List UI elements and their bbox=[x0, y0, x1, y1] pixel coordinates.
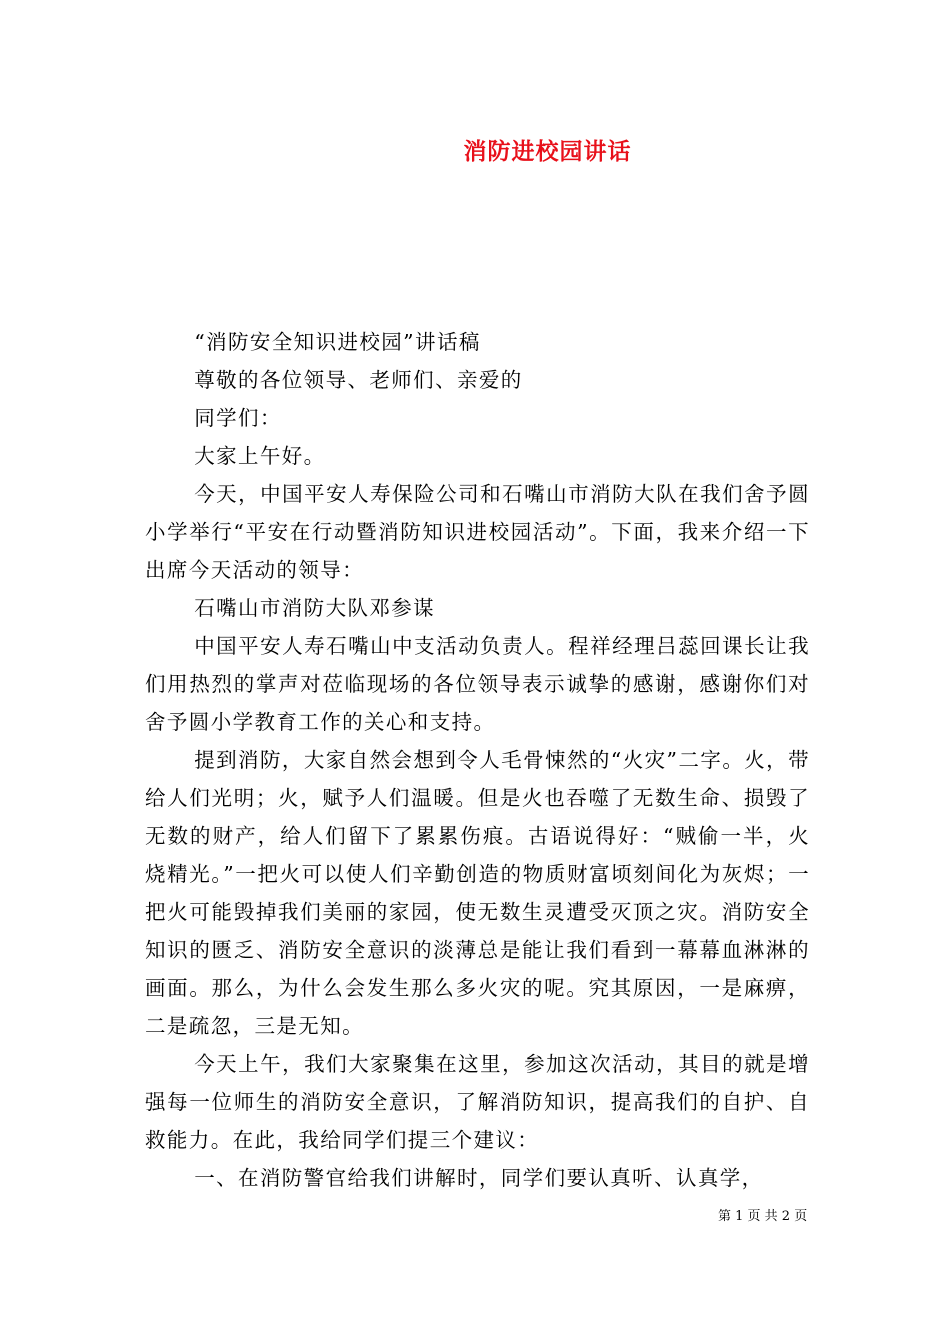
page-number-footer: 第 1 页 共 2 页 bbox=[718, 1209, 808, 1224]
paragraph-guest-1: 石嘴山市消防大队邓参谋 bbox=[194, 596, 436, 620]
paragraph-intro: 今天，中国平安人寿保险公司和石嘴山市消防大队在我们舍予圆小学举行“平安在行动暨消防知识进校园活动”。下面，我来介绍一下出席今天活动的领导： bbox=[145, 482, 810, 582]
document-body bbox=[145, 323, 810, 1197]
paragraph-salutation: 尊敬的各位领导、老师们、亲爱的 bbox=[194, 368, 523, 392]
paragraph-fire-hazard: 提到消防，大家自然会想到令人毛骨悚然的“火灾”二字。火，带给人们光明；火，赋予人们温暖。但是火也吞噬了无数生命、损毁了无数的财产，给人们留下了累累伤痕。古语说得好：“贼偷一半，火烧精光。”一把火可以使人们辛勤创造的物质财富顷刻间化为灰烬；一把火可能毁掉我们美丽的家园，使无数生灵遭受灭顶之灾。消防安全知识的匮乏、消防安全意识的淡薄总是能让我们看到一幕幕血淋淋的画面。那么，为什么会发生那么多火灾的呢。究其原因，一是麻痹，二是疏忽，三是无知。 bbox=[145, 748, 810, 1038]
paragraph-purpose: 今天上午，我们大家聚集在这里，参加这次活动，其目的就是增强每一位师生的消防安全意识，了解消防知识，提高我们的自护、自救能力。在此，我给同学们提三个建议： bbox=[145, 1052, 810, 1152]
paragraph-guest-2: 中国平安人寿石嘴山中支活动负责人。程祥经理吕蕊回课长让我们用热烈的掌声对莅临现场的各位领导表示诚挚的感谢，感谢你们对舍予圆小学教育工作的关心和支持。 bbox=[145, 634, 810, 734]
paragraph-speech-heading: “消防安全知识进校园”讲话稿 bbox=[194, 330, 481, 354]
paragraph-greeting: 大家上午好。 bbox=[194, 444, 326, 468]
paragraph-salutation-cont: 同学们： bbox=[194, 406, 282, 430]
paragraph-suggestion-1: 一、在消防警官给我们讲解时，同学们要认真听、认真学， bbox=[194, 1166, 764, 1190]
document-title: 消防进校园讲话 bbox=[463, 138, 632, 165]
